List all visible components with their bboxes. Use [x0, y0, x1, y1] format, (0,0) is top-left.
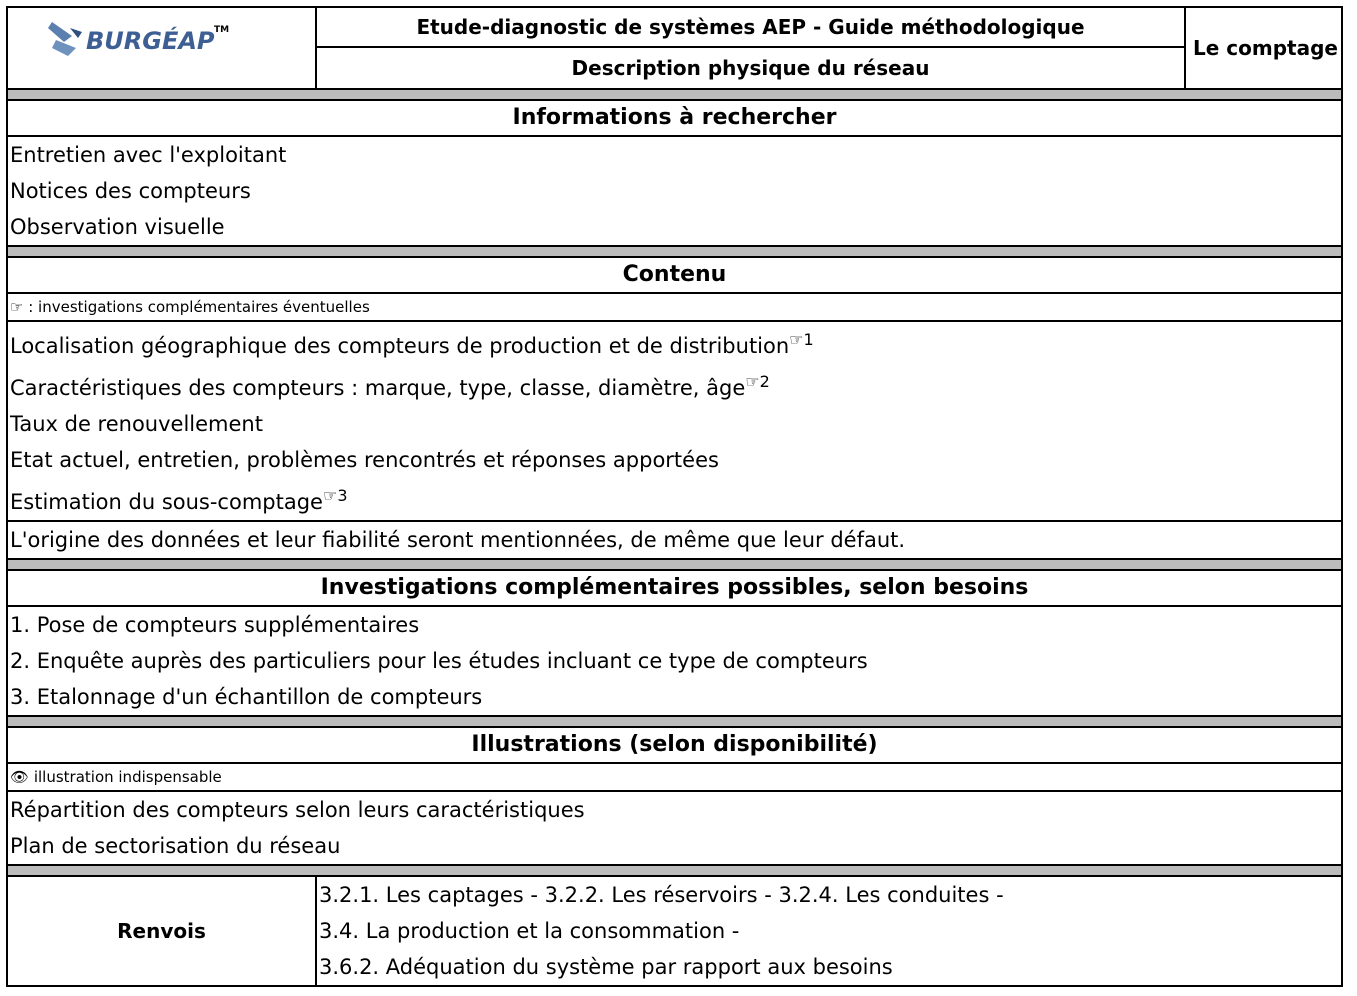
investigation-ref: ☞2 — [745, 372, 770, 391]
separator-bar — [6, 90, 1343, 99]
contenu-section — [6, 256, 1343, 560]
investigation-item: 2. Enquête auprès des particuliers pour les études incluant ce type de compteurs — [10, 649, 868, 673]
title-block — [317, 8, 1186, 88]
document-sheet — [6, 6, 1343, 987]
info-section — [6, 99, 1343, 247]
contenu-item: Estimation du sous-comptage$^{☞3}$ — [10, 486, 348, 514]
separator-bar — [6, 247, 1343, 256]
separator-bar — [6, 717, 1343, 726]
illustrations-legend — [8, 764, 1341, 792]
pointing-hand-icon: ☞ — [10, 298, 24, 316]
contenu-item: Taux de renouvellement — [10, 412, 263, 436]
separator-bar — [6, 560, 1343, 569]
contenu-footer: L'origine des données et leur fiabilité seront mentionnées, de même que leur défaut. — [8, 520, 1341, 558]
info-title: Informations à rechercher — [8, 101, 1341, 137]
document-title: Etude-diagnostic de systèmes AEP - Guide méthodologique — [317, 8, 1184, 48]
info-item: Entretien avec l'exploitant — [10, 143, 287, 167]
contenu-item: Etat actuel, entretien, problèmes rencontrés et réponses apportées — [10, 448, 719, 472]
renvois-list — [317, 877, 1341, 985]
contenu-item: Localisation géographique des compteurs de production et de distribution$^{☞1}$ — [10, 330, 814, 358]
section-label: Le comptage — [1193, 36, 1338, 60]
investigations-title: Investigations complémentaires possibles, selon besoins — [8, 571, 1341, 607]
contenu-legend — [8, 294, 1341, 322]
burgeap-logo-icon — [46, 18, 246, 62]
header — [6, 6, 1343, 90]
illustrations-title: Illustrations (selon disponibilité) — [8, 728, 1341, 764]
logo-text: BURGÉAP — [86, 27, 215, 55]
legend-text: : investigations complémentaires éventuelles — [28, 298, 370, 316]
renvoi-item: 3.2.1. Les captages - 3.2.2. Les réservoirs - 3.2.4. Les conduites - — [319, 883, 1004, 907]
illustrations-section — [6, 726, 1343, 866]
eye-icon: 👁 — [10, 768, 30, 786]
info-item: Notices des compteurs — [10, 179, 251, 203]
investigation-item: 3. Etalonnage d'un échantillon de compteurs — [10, 685, 483, 709]
renvoi-item: 3.4. La production et la consommation - — [319, 919, 740, 943]
renvoi-item: 3.6.2. Adéquation du système par rapport aux besoins — [319, 955, 893, 979]
illustration-item: Plan de sectorisation du réseau — [10, 834, 341, 858]
contenu-item: Caractéristiques des compteurs : marque, type, classe, diamètre, âge$^{☞2}$ — [10, 372, 770, 400]
renvois-section — [6, 875, 1343, 987]
legend-text: illustration indispensable — [33, 768, 222, 786]
investigation-ref: ☞3 — [322, 486, 348, 505]
investigations-section — [6, 569, 1343, 717]
info-item: Observation visuelle — [10, 215, 225, 239]
document-subtitle: Description physique du réseau — [571, 56, 930, 80]
logo — [8, 8, 317, 88]
logo-tm: TM — [214, 25, 230, 35]
renvois-label: Renvois — [8, 877, 317, 985]
contenu-title: Contenu — [8, 258, 1341, 294]
illustration-item: Répartition des compteurs selon leurs caractéristiques — [10, 798, 585, 822]
investigation-item: 1. Pose de compteurs supplémentaires — [10, 613, 420, 637]
investigation-ref: ☞1 — [789, 330, 814, 349]
separator-bar — [6, 866, 1343, 875]
